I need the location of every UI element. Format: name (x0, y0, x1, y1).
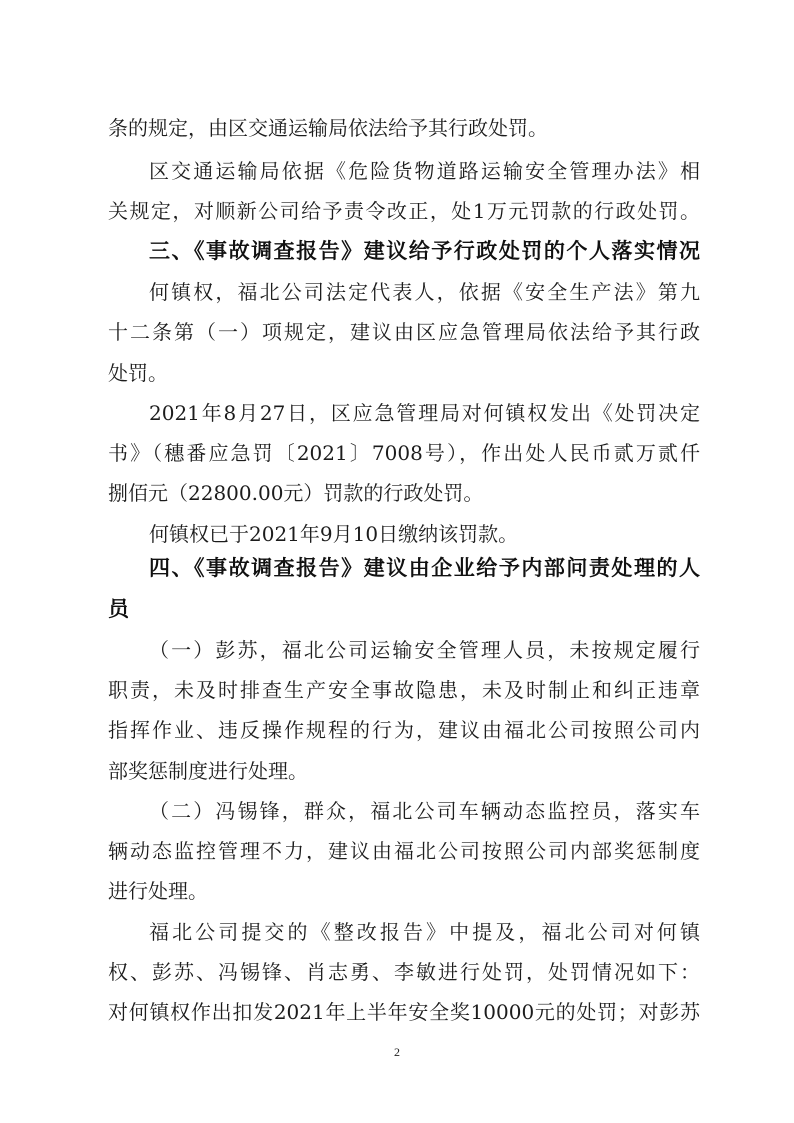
paragraph-line: 书》（穗番应急罚〔2021〕7008号），作出处人民币贰万贰仟 (108, 441, 700, 465)
paragraph-line: 辆动态监控管理不力，建议由福北公司按照公司内部奖惩制度 (108, 839, 700, 863)
paragraph-line: 何镇权，福北公司法定代表人，依据《安全生产法》第九 (149, 280, 700, 304)
paragraph-line: （二）冯锡锋，群众，福北公司车辆动态监控员，落实车 (149, 799, 700, 823)
paragraph-line: 对何镇权作出扣发2021年上半年安全奖10000元的处罚；对彭苏 (108, 1000, 700, 1024)
paragraph-line: 处罚。 (108, 361, 168, 385)
paragraph-line: 进行处理。 (108, 879, 208, 903)
paragraph-line: 福北公司提交的《整改报告》中提及，福北公司对何镇 (149, 920, 700, 944)
paragraph-line: 关规定，对顺新公司给予责令改正，处1万元罚款的行政处罚。 (108, 199, 700, 223)
paragraph-line: 捌佰元（22800.00元）罚款的行政处罚。 (108, 481, 484, 505)
paragraph-line: （一）彭苏，福北公司运输安全管理人员，未按规定履行 (149, 638, 700, 662)
paragraph-line: 权、彭苏、冯锡锋、肖志勇、李敏进行处罚，处罚情况如下： (108, 960, 700, 984)
section-heading-4: 四、《事故调查报告》建议由企业给予内部问责处理的人 (149, 556, 700, 580)
section-heading-4-cont: 员 (108, 597, 129, 621)
paragraph-line: 十二条第（一）项规定，建议由区应急管理局依法给予其行政 (108, 320, 700, 344)
paragraph-line: 何镇权已于2021年9月10日缴纳该罚款。 (149, 522, 519, 546)
section-heading-3: 三、《事故调查报告》建议给予行政处罚的个人落实情况 (149, 239, 700, 263)
paragraph-line: 条的规定，由区交通运输局依法给予其行政处罚。 (108, 116, 548, 140)
page-number: 2 (394, 1045, 400, 1059)
paragraph-line: 指挥作业、违反操作规程的行为，建议由福北公司按照公司内 (108, 718, 700, 742)
paragraph-line: 区交通运输局依据《危险货物道路运输安全管理办法》相 (149, 159, 700, 183)
paragraph-line: 部奖惩制度进行处理。 (108, 759, 308, 783)
paragraph-line: 2021年8月27日，区应急管理局对何镇权发出《处罚决定 (149, 401, 700, 425)
paragraph-line: 职责，未及时排查生产安全事故隐患，未及时制止和纠正违章 (108, 678, 700, 702)
